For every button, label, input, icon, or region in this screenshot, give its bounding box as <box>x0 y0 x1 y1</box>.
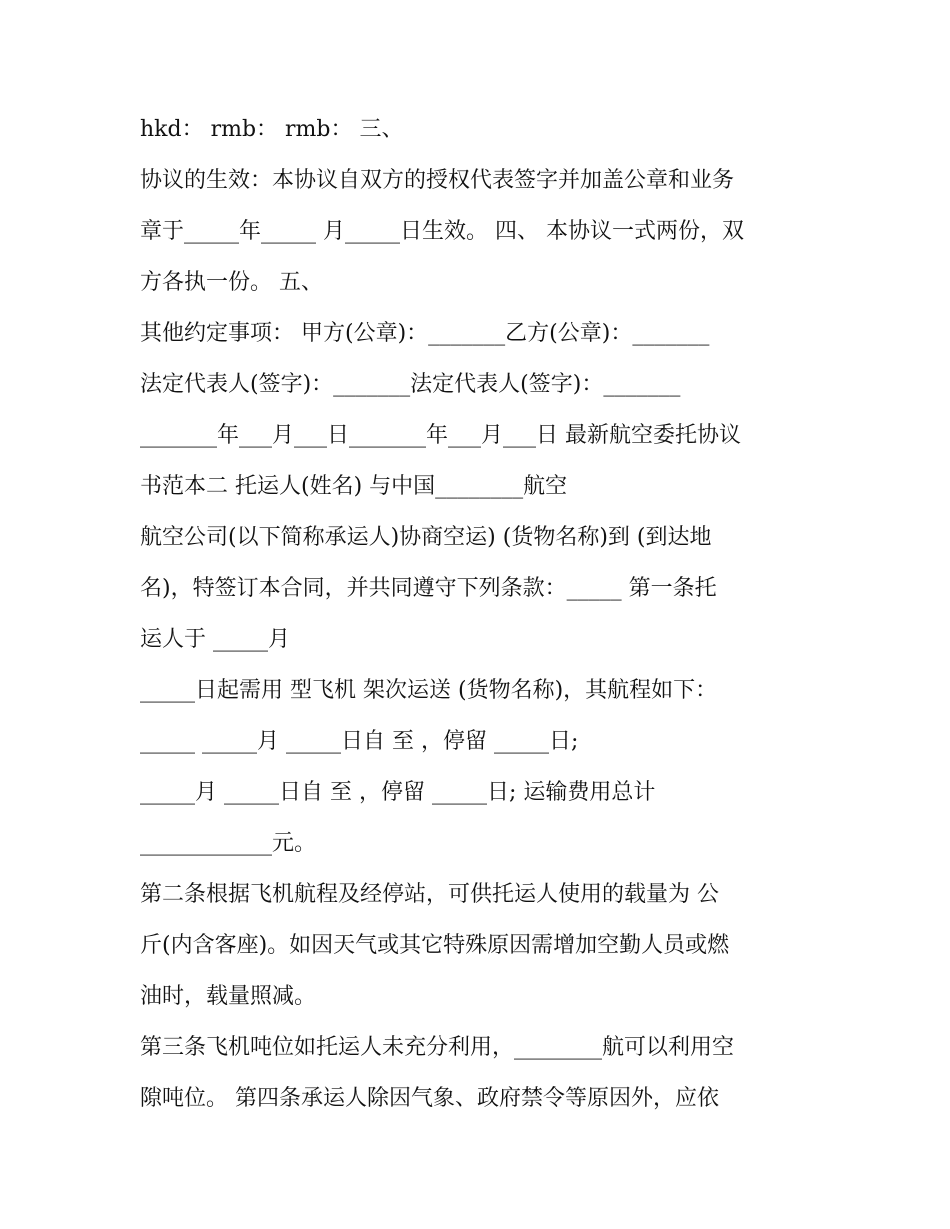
text-line: _____日起需用 型飞机 架次运送 (货物名称)，其航程如下： <box>140 678 718 703</box>
text-line: 协议的生效：本协议自双方的授权代表签字并加盖公章和业务 <box>140 168 735 193</box>
text-line: 法定代表人(签字)：_______法定代表人(签字)：_______ <box>140 372 681 397</box>
text-line: 斤(内含客座)。如因天气或其它特殊原因需增加空勤人员或燃 <box>140 933 730 958</box>
text-line: 第二条根据飞机航程及经停站，可供托运人使用的载量为 公 <box>140 882 719 907</box>
text-line: hkd： rmb： rmb： 三、 <box>140 117 404 142</box>
text-line: 名)，特签订本合同，并共同遵守下列条款：_____ 第一条托 <box>140 576 717 601</box>
text-line: 运人于 _____月 <box>140 627 290 652</box>
text-line: 其他约定事项： 甲方(公章)：_______乙方(公章)：_______ <box>140 321 710 346</box>
text-line: _____ _____月 _____日自 至 ，停留 _____日; <box>140 729 579 754</box>
text-line: 章于_____年_____ 月_____日生效。 四、 本协议一式两份，双 <box>140 219 744 244</box>
text-line: ____________元。 <box>140 831 317 856</box>
text-line: _____月 _____日自 至 ，停留 _____日; 运输费用总计 <box>140 780 656 805</box>
text-line: 油时，载量照减。 <box>140 984 317 1009</box>
text-line: 隙吨位。 第四条承运人除因气象、政府禁令等原因外，应依 <box>140 1086 719 1111</box>
text-line: _______年___月___日_______年___月___日 最新航空委托协议 <box>140 423 741 448</box>
text-line: 方各执一份。 五、 <box>140 270 323 295</box>
text-line: 第三条飞机吨位如托运人未充分利用，________航可以利用空 <box>140 1035 735 1060</box>
text-line: 书范本二 托运人(姓名) 与中国________航空 <box>140 474 568 499</box>
text-line: 航空公司(以下简称承运人)协商空运) (货物名称)到 (到达地 <box>140 525 712 550</box>
